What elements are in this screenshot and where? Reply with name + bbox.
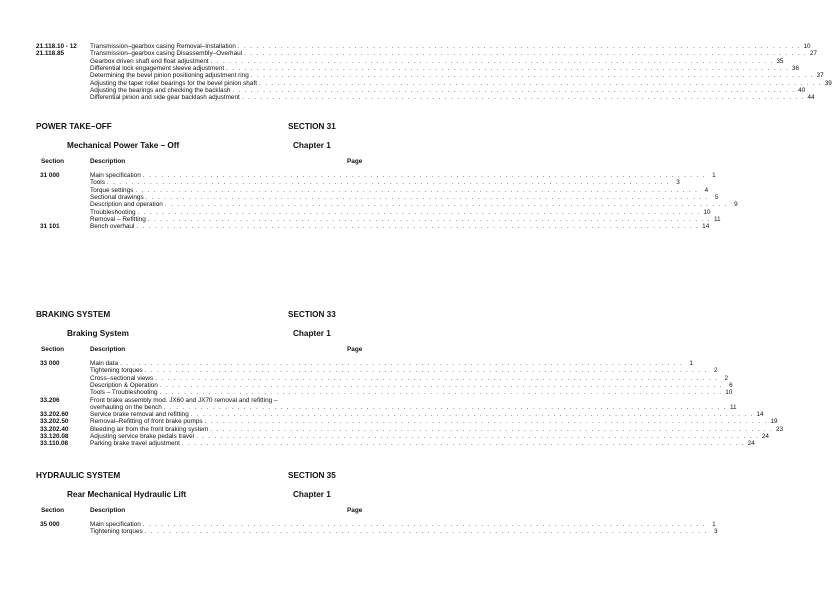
entry-page: 37 [816, 72, 824, 80]
entry-page: 27 [809, 50, 817, 58]
dot-leader: . . . . . . . . . . . . . . . . . . . . . . . . . . . . . . . . . . . . . . . . . . . . . . . . . . . . . . . . . . . . . . . . . . . . . . . . . . . . . . . . . . . . . . . . . . . . [164, 201, 728, 209]
entry-code: 21.118.85 [36, 50, 65, 58]
entry-title: Tools – Troubleshooting [90, 389, 158, 397]
entry-title: Adjusting service brake pedals travel [90, 433, 195, 440]
entry-page: 39 [824, 79, 832, 87]
dot-leader: . . . . . . . . . . . . . . . . . . . . . . . . . . . . . . . . . . . . . . . . . . . . . . . . . . . . . . . . . . . . . . . . . . . . . . . . . . . . . . . . . . . . . . . . . . . . [142, 521, 706, 528]
entry-page: 10 [803, 43, 811, 50]
section-heading: BRAKING SYSTEM [36, 310, 111, 319]
column-header-section: Section [41, 346, 65, 353]
entry-page: 10 [725, 389, 733, 397]
column-header-page: Page [347, 346, 363, 353]
entry-page: 44 [807, 94, 815, 102]
entry-page: 19 [770, 418, 778, 426]
column-header-page: Page [347, 158, 363, 165]
column-header-page: Page [347, 507, 363, 514]
chapter-number: Chapter 1 [293, 141, 331, 150]
entry-page: 36 [791, 64, 799, 72]
entry-title: Tightening torques [90, 528, 143, 536]
entry-page: 3 [713, 528, 718, 536]
dot-leader: . . . . . . . . . . . . . . . . . . . . . . . . . . . . . . . . . . . . . . . . . . . . . . . . . . . . . . . . . . . . . . . . . . . . . . . . . . . . . . . . . . . . . . . . . . . . [142, 172, 706, 179]
entry-page: 24 [747, 440, 755, 448]
toc-entry [90, 440, 755, 448]
dot-leader: . . . . . . . . . . . . . . . . . . . . . . . . . . . . . . . . . . . . . . . . . . . . . . . . . . . . . . . . . . . . . . . . . . . . . . . . . . . . . . . . . . . . . . . . . . . . [210, 425, 774, 433]
section-number: SECTION 33 [288, 310, 336, 319]
entry-code: 35 000 [40, 521, 60, 528]
entry-title: Transmission–gearbox casing Removal–Installation [90, 43, 236, 50]
entry-title: Differential lock engagement sleeve adjustment [90, 64, 225, 72]
toc-entry [90, 528, 718, 536]
dot-leader: . . . . . . . . . . . . . . . . . . . . . . . . . . . . . . . . . . . . . . . . . . . . . . . . . . . . . . . . . . . . . . . . . . . . . . . . . . . . . . . . . . . . . . . . . . . . [145, 193, 709, 201]
dot-leader: . . . . . . . . . . . . . . . . . . . . . . . . . . . . . . . . . . . . . . . . . . . . . . . . . . . . . . . . . . . . . . . . . . . . . . . . . . . . . . . . . . . . . . . . . . . . [204, 418, 768, 426]
dot-leader: . . . . . . . . . . . . . . . . . . . . . . . . . . . . . . . . . . . . . . . . . . . . . . . . . . . . . . . . . . . . . . . . . . . . . . . . . . . . . . . . . . . . . . . . . . . . [163, 403, 727, 411]
entry-title: Torque settings [90, 186, 134, 194]
dot-leader: . . . . . . . . . . . . . . . . . . . . . . . . . . . . . . . . . . . . . . . . . . . . . . . . . . . . . . . . . . . . . . . . . . . . . . . . . . . . . . . . . . . . . . . . . . . . [106, 179, 670, 187]
chapter-subheading: Rear Mechanical Hydraulic Lift [67, 490, 187, 499]
dot-leader: . . . . . . . . . . . . . . . . . . . . . . . . . . . . . . . . . . . . . . . . . . . . . . . . . . . . . . . . . . . . . . . . . . . . . . . . . . . . . . . . . . . . . . . . . . . . [159, 381, 723, 389]
entry-title: overhauling on the bench [90, 403, 162, 411]
dot-leader: . . . . . . . . . . . . . . . . . . . . . . . . . . . . . . . . . . . . . . . . . . . . . . . . . . . . . . . . . . . . . . . . . . . . . . . . . . . . . . . . . . . . . . . . . . . . [137, 208, 701, 216]
entry-code: 33.202.60 [40, 411, 69, 419]
entry-title: Differential pinion and side gear backlash adjustment [90, 94, 240, 102]
entry-code: 33.206 [40, 396, 60, 404]
dot-leader: . . . . . . . . . . . . . . . . . . . . . . . . . . . . . . . . . . . . . . . . . . . . . . . . . . . . . . . . . . . . . . . . . . . . . . . . . . . . . . . . . . . . . . . . . . . . [181, 440, 745, 448]
entry-title: Description & Operation [90, 381, 158, 389]
entry-page: 10 [703, 208, 711, 216]
dot-leader: . . . . . . . . . . . . . . . . . . . . . . . . . . . . . . . . . . . . . . . . . . . . . . . . . . . . . . . . . . . . . . . . . . . . . . . . . . . . . . . . . . . . . . . . . . . . [147, 215, 711, 223]
dot-leader: . . . . . . . . . . . . . . . . . . . . . . . . . . . . . . . . . . . . . . . . . . . . . . . . . . . . . . . . . . . . . . . . . . . . . . . . . . . . . . . . . . . . . . . . . . . . [250, 72, 814, 80]
entry-title: Troubleshooting [90, 208, 136, 216]
entry-page: 4 [704, 186, 709, 194]
dot-leader: . . . . . . . . . . . . . . . . . . . . . . . . . . . . . . . . . . . . . . . . . . . . . . . . . . . . . . . . . . . . . . . . . . . . . . . . . . . . . . . . . . . . . . . . . . . . [159, 389, 723, 397]
dot-leader: . . . . . . . . . . . . . . . . . . . . . . . . . . . . . . . . . . . . . . . . . . . . . . . . . . . . . . . . . . . . . . . . . . . . . . . . . . . . . . . . . . . . . . . . . . . . [136, 223, 700, 231]
column-header-description: Description [90, 158, 126, 165]
entry-code: 33.120.08 [40, 433, 69, 440]
entry-title: Gearbox driven shaft end float adjustment [90, 57, 209, 65]
chapter-number: Chapter 1 [293, 490, 331, 499]
chapter-subheading: Mechanical Power Take – Off [67, 141, 180, 150]
entry-page: 14 [702, 223, 710, 231]
entry-code: 31 000 [40, 172, 60, 179]
column-header-section: Section [41, 507, 65, 514]
dot-leader: . . . . . . . . . . . . . . . . . . . . . . . . . . . . . . . . . . . . . . . . . . . . . . . . . . . . . . . . . . . . . . . . . . . . . . . . . . . . . . . . . . . . . . . . . . . . [135, 186, 699, 194]
dot-leader: . . . . . . . . . . . . . . . . . . . . . . . . . . . . . . . . . . . . . . . . . . . . . . . . . . . . . . . . . . . . . . . . . . . . . . . . . . . . . . . . . . . . . . . . . . . . [144, 367, 708, 375]
entry-title: Sectional drawings [90, 193, 144, 201]
entry-page: 1 [712, 172, 716, 179]
entry-code: 31 101 [40, 223, 60, 231]
dot-leader: . . . . . . . . . . . . . . . . . . . . . . . . . . . . . . . . . . . . . . . . . . . . . . . . . . . . . . . . . . . . . . . . . . . . . . . . . . . . . . . . . . . . . . . . . . . . [196, 433, 759, 440]
dot-leader: . . . . . . . . . . . . . . . . . . . . . . . . . . . . . . . . . . . . . . . . . . . . . . . . . . . . . . . . . . . . . . . . . . . . . . . . . . . . . . . . . . . . . . . . . . . . [190, 411, 754, 419]
entry-title: Main specification [90, 521, 141, 528]
entry-code: 33 000 [40, 360, 60, 367]
entry-page: 1 [712, 521, 716, 528]
entry-page: 5 [714, 193, 719, 201]
entry-page: 35 [776, 57, 784, 65]
dot-leader: . . . . . . . . . . . . . . . . . . . . . . . . . . . . . . . . . . . . . . . . . . . . . . . . . . . . . . . . . . . . . . . . . . . . . . . . . . . . . . . . . . . . . . . . . . . . [210, 57, 774, 65]
entry-title: Main specification [90, 172, 141, 179]
section-number: SECTION 35 [288, 471, 336, 480]
dot-leader: . . . . . . . . . . . . . . . . . . . . . . . . . . . . . . . . . . . . . . . . . . . . . . . . . . . . . . . . . . . . . . . . . . . . . . . . . . . . . . . . . . . . . . . . . . . . [241, 94, 805, 102]
entry-page: 1 [689, 360, 693, 367]
entry-page: 24 [761, 433, 769, 440]
entry-title: Tools [90, 179, 105, 187]
entry-code: 33.110.08 [40, 440, 69, 448]
column-header-description: Description [90, 507, 126, 514]
entry-title: Removal–Refitting of front brake pumps [90, 418, 203, 426]
entry-title: Service brake removal and refitting [90, 411, 189, 419]
entry-page: 11 [713, 215, 721, 223]
entry-page: 2 [724, 374, 729, 382]
dot-leader: . . . . . . . . . . . . . . . . . . . . . . . . . . . . . . . . . . . . . . . . . . . . . . . . . . . . . . . . . . . . . . . . . . . . . . . . . . . . . . . . . . . . . . . . . . . . [232, 86, 796, 94]
dot-leader: . . . . . . . . . . . . . . . . . . . . . . . . . . . . . . . . . . . . . . . . . . . . . . . . . . . . . . . . . . . . . . . . . . . . . . . . . . . . . . . . . . . . . . . . . . . . [244, 50, 807, 58]
toc-entry [90, 223, 710, 231]
entry-title: Front brake assembly mod. JX60 and JX70 removal and refitting – [90, 396, 278, 404]
dot-leader: . . . . . . . . . . . . . . . . . . . . . . . . . . . . . . . . . . . . . . . . . . . . . . . . . . . . . . . . . . . . . . . . . . . . . . . . . . . . . . . . . . . . . . . . . . . . [155, 374, 719, 382]
entry-title: Main data [90, 360, 119, 367]
dot-leader: . . . . . . . . . . . . . . . . . . . . . . . . . . . . . . . . . . . . . . . . . . . . . . . . . . . . . . . . . . . . . . . . . . . . . . . . . . . . . . . . . . . . . . . . . . . . [144, 528, 708, 536]
entry-page: 14 [756, 411, 764, 419]
chapter-number: Chapter 1 [293, 329, 331, 338]
dot-leader: . . . . . . . . . . . . . . . . . . . . . . . . . . . . . . . . . . . . . . . . . . . . . . . . . . . . . . . . . . . . . . . . . . . . . . . . . . . . . . . . . . . . . . . . . . . . [120, 360, 683, 367]
chapter-subheading: Braking System [67, 329, 129, 338]
entry-page: 2 [713, 367, 718, 375]
entry-page: 40 [798, 86, 806, 94]
entry-code: 33.202.40 [40, 425, 69, 433]
entry-title: Bleeding air from the front braking system [90, 425, 209, 433]
entry-page: 9 [734, 201, 738, 209]
entry-code: 33.202.50 [40, 418, 69, 426]
dot-leader: . . . . . . . . . . . . . . . . . . . . . . . . . . . . . . . . . . . . . . . . . . . . . . . . . . . . . . . . . . . . . . . . . . . . . . . . . . . . . . . . . . . . . . . . . . . . [258, 79, 822, 87]
entry-title: Tightening torques [90, 367, 143, 375]
dot-leader: . . . . . . . . . . . . . . . . . . . . . . . . . . . . . . . . . . . . . . . . . . . . . . . . . . . . . . . . . . . . . . . . . . . . . . . . . . . . . . . . . . . . . . . . . . . . [226, 64, 789, 72]
dot-leader: . . . . . . . . . . . . . . . . . . . . . . . . . . . . . . . . . . . . . . . . . . . . . . . . . . . . . . . . . . . . . . . . . . . . . . . . . . . . . . . . . . . . . . . . . . . . [237, 43, 801, 50]
entry-title: Transmission–gearbox casing Disassembly–Overhaul [90, 50, 243, 58]
entry-title: Determining the bevel pinion positioning adjustment ring [90, 72, 249, 80]
entry-code: 21.118.10 - 12 [36, 43, 77, 50]
section-heading: POWER TAKE–OFF [36, 122, 112, 131]
entry-page: 23 [776, 425, 784, 433]
entry-title: Bench overhaul [90, 223, 135, 231]
entry-title: Adjusting the taper roller bearings for the bevel pinion shaft [90, 79, 257, 87]
entry-title: Cross–sectional views [90, 374, 154, 382]
entry-page: 6 [729, 381, 733, 389]
section-number: SECTION 31 [288, 122, 336, 131]
entry-page: 11 [729, 403, 737, 411]
entry-title: Parking brake travel adjustment [90, 440, 180, 448]
column-header-description: Description [90, 346, 126, 353]
entry-title: Removal – Refitting [90, 215, 146, 223]
toc-entry [90, 94, 815, 102]
column-header-section: Section [41, 158, 65, 165]
entry-title: Description and operation [90, 201, 163, 209]
entry-title: Adjusting the bearings and checking the backlash [90, 86, 231, 94]
entry-page: 3 [676, 179, 680, 187]
section-heading: HYDRAULIC SYSTEM [36, 471, 121, 480]
